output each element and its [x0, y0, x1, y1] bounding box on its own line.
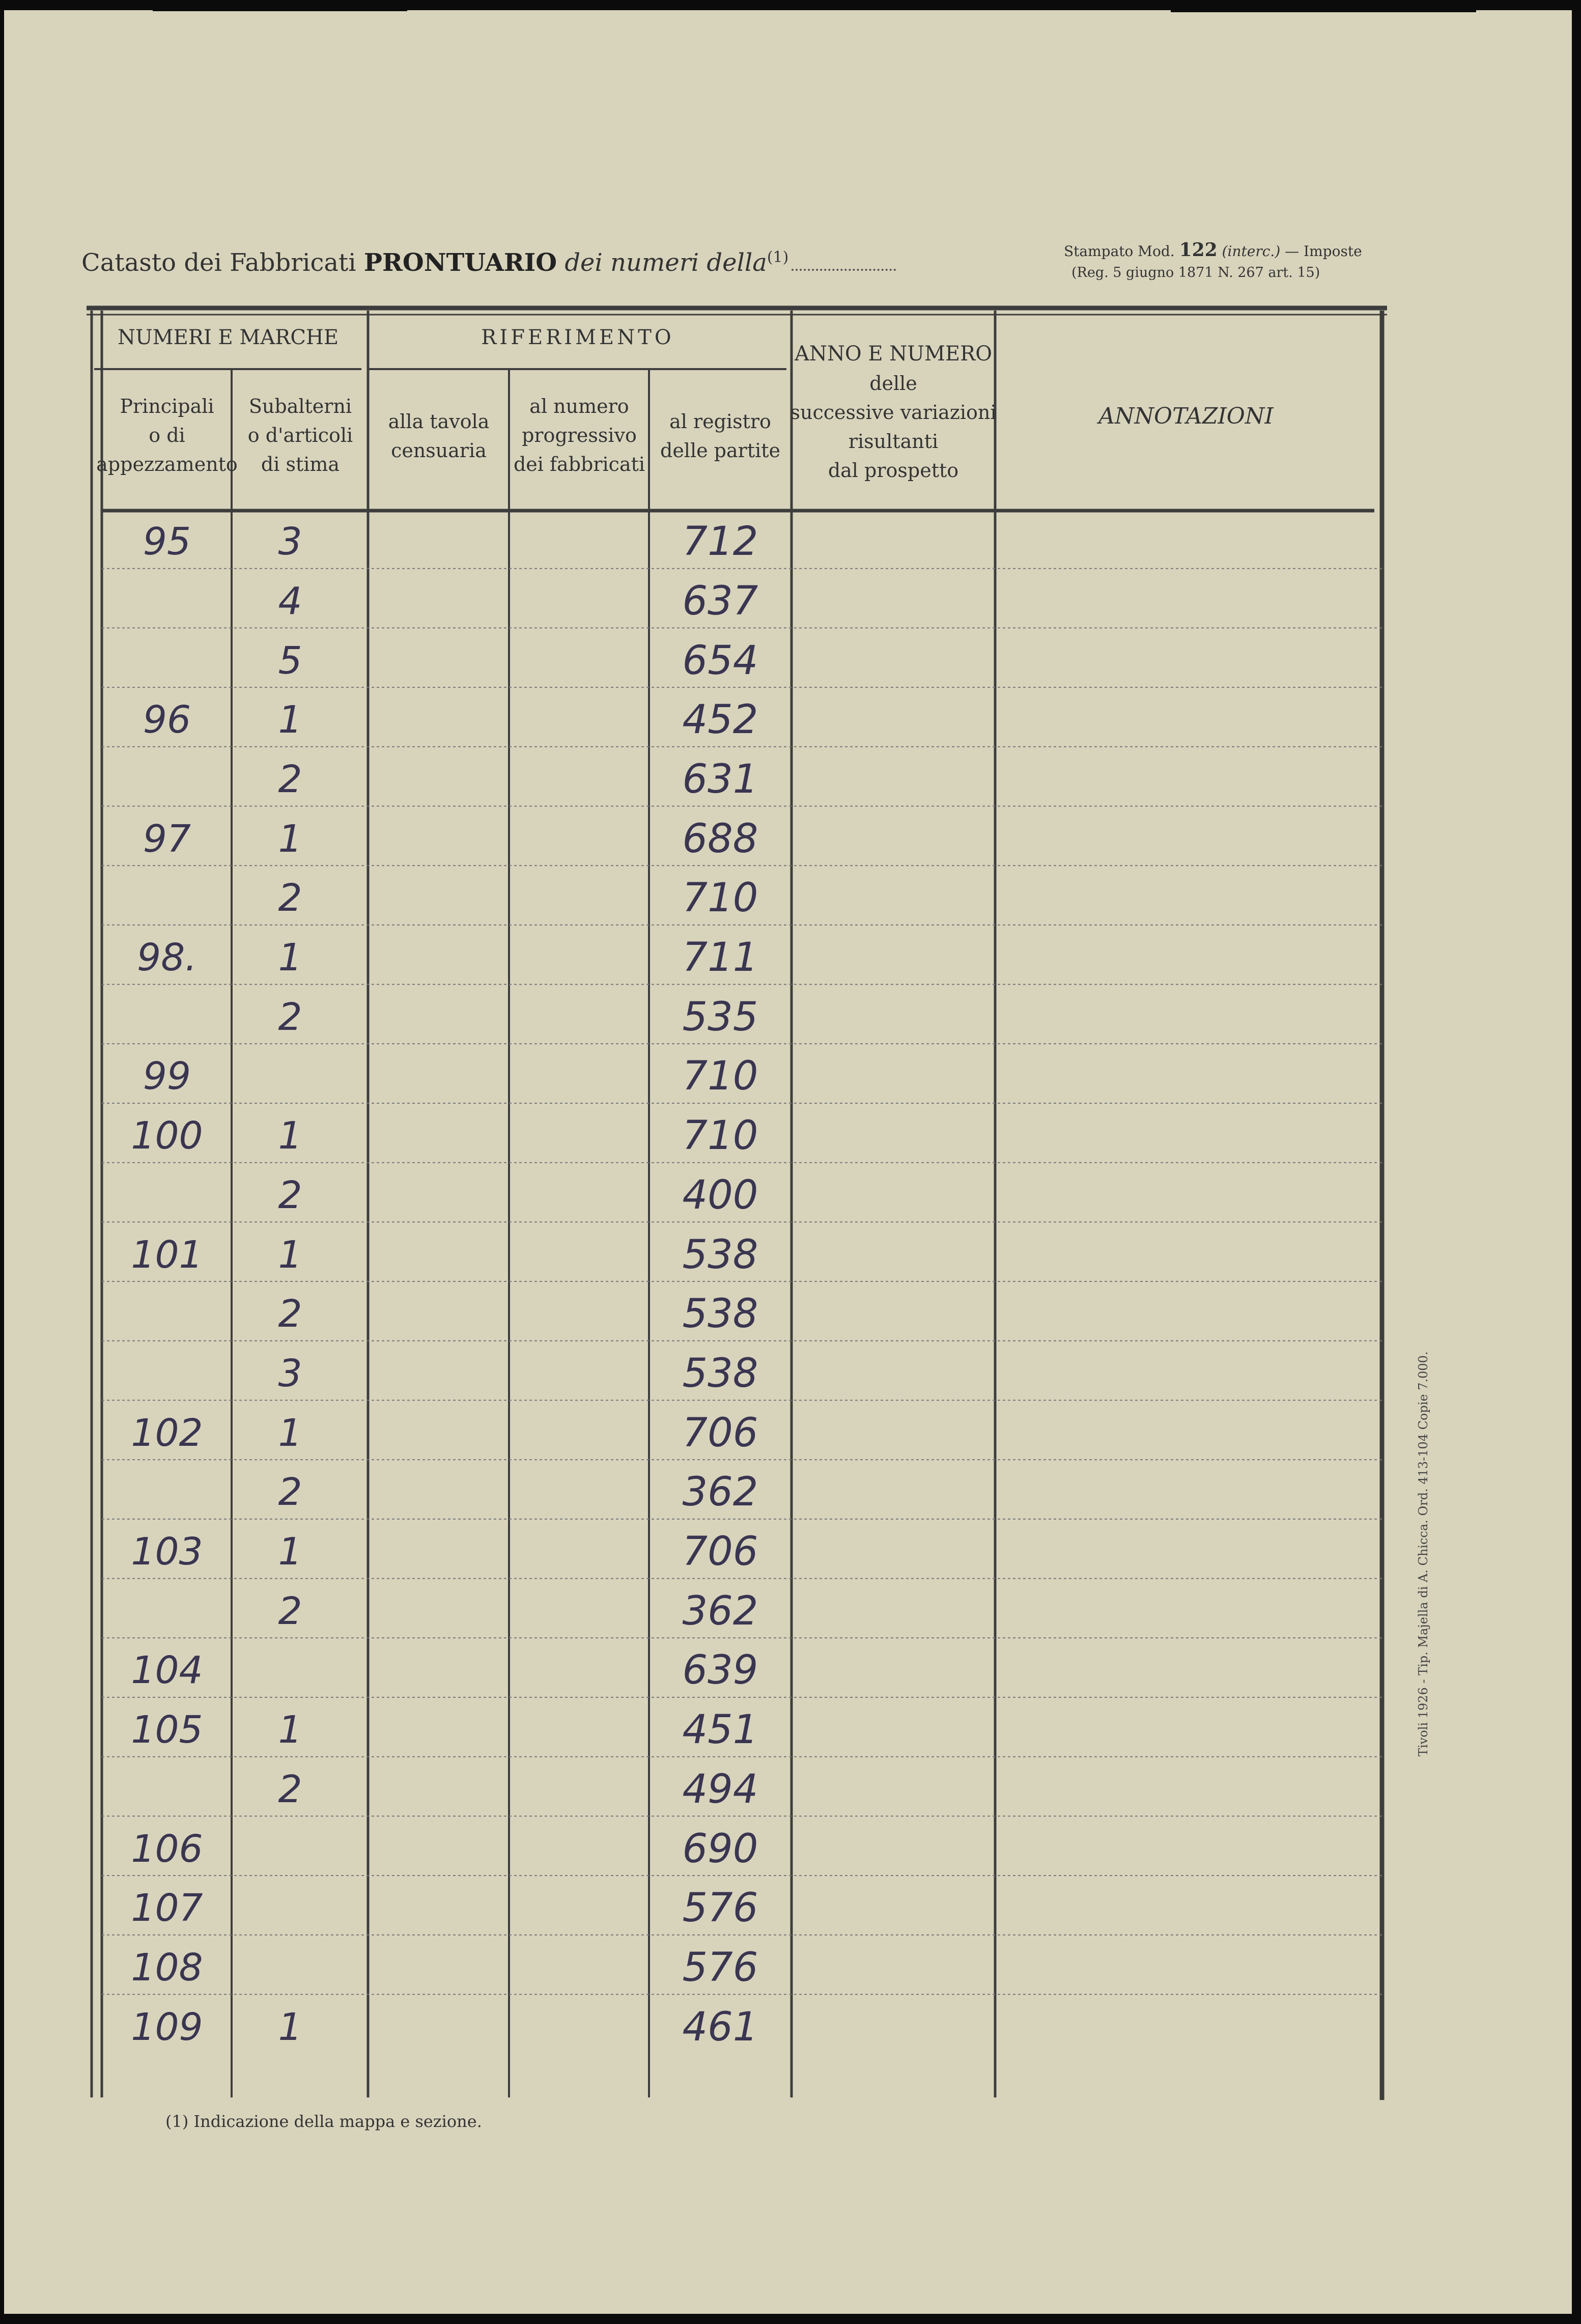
cell-subalterno: 1	[278, 1233, 302, 1277]
regulation-ref: (Reg. 5 giugno 1871 N. 267 art. 15)	[1071, 265, 1320, 281]
stamp-prefix: Stampato Mod.	[1064, 243, 1175, 260]
cell-registro: 710	[682, 875, 758, 921]
title-prefix: Catasto dei Fabbricati	[81, 248, 356, 277]
header-anno-numero: ANNO E NUMERO delle successive variazioni risultanti dal prospetto	[790, 342, 997, 482]
cell-subalterno: 1	[278, 1411, 302, 1455]
cell-principale: 103	[131, 1530, 203, 1574]
cell-registro: 631	[682, 756, 758, 802]
cell-registro: 690	[682, 1826, 758, 1872]
cell-principale: 109	[131, 2005, 203, 2049]
cell-subalterno: 2	[278, 1767, 302, 1811]
stamp-suffix: — Imposte	[1285, 243, 1362, 260]
cell-subalterno: 1	[278, 2005, 302, 2049]
cell-subalterno: 5	[278, 638, 302, 683]
header-principali: Principali o di appezzamento	[96, 395, 238, 475]
cell-subalterno: 3	[278, 520, 302, 564]
cell-registro: 362	[682, 1588, 758, 1634]
cell-subalterno: 1	[278, 936, 302, 980]
cell-principale: 101	[131, 1233, 203, 1277]
cell-principale: 105	[131, 1708, 203, 1752]
cell-subalterno: 2	[278, 757, 302, 801]
cell-principale: 100	[131, 1114, 203, 1158]
cell-registro: 710	[682, 1053, 758, 1100]
cell-subalterno: 2	[278, 876, 302, 920]
title-footnote-ref: (1)	[767, 248, 789, 266]
footnote: (1) Indicazione della mappa e sezione.	[165, 2112, 482, 2131]
cell-registro: 706	[682, 1410, 758, 1456]
cell-principale: 102	[131, 1411, 203, 1455]
printer-note: Tivoli 1926 - Tip. Majella di A. Chicca. Ord. 413-104 Copie 7.000.	[1416, 1351, 1430, 1756]
stamp-italic: (interc.)	[1222, 243, 1281, 260]
cell-registro: 711	[682, 935, 758, 981]
header-annotazioni: ANNOTAZIONI	[1098, 403, 1274, 429]
cell-registro: 688	[682, 816, 758, 862]
cell-principale: 106	[131, 1827, 203, 1871]
header-numero-progressivo: al numero progressivo dei fabbricati	[513, 395, 645, 475]
title-main: PRONTUARIO	[363, 248, 557, 277]
cell-subalterno: 1	[278, 1114, 302, 1158]
cell-subalterno: 1	[278, 1530, 302, 1574]
header-subalterni: Subalterni o d'articoli di stima	[247, 395, 353, 475]
stamp-model: 122	[1179, 239, 1218, 261]
cell-subalterno: 1	[278, 698, 302, 742]
cell-principale: 97	[143, 817, 191, 861]
cell-registro: 538	[682, 1350, 758, 1396]
cell-subalterno: 3	[278, 1351, 302, 1395]
cell-principale: 108	[131, 1945, 203, 1990]
cell-subalterno: 2	[278, 1589, 302, 1633]
cell-registro: 637	[682, 578, 758, 624]
cell-registro: 362	[682, 1469, 758, 1516]
cell-registro: 706	[682, 1529, 758, 1575]
cell-registro: 710	[682, 1113, 758, 1159]
cell-registro: 639	[682, 1647, 758, 1694]
cell-principale: 107	[131, 1886, 203, 1930]
cell-registro: 452	[682, 697, 758, 743]
cell-registro: 451	[682, 1707, 758, 1753]
cell-subalterno: 2	[278, 1292, 302, 1336]
cell-principale: 95	[143, 520, 191, 564]
cell-principale: 99	[143, 1054, 191, 1099]
cell-registro: 576	[682, 1885, 758, 1931]
cell-subalterno: 1	[278, 1708, 302, 1752]
cell-subalterno: 2	[278, 995, 302, 1039]
cell-principale: 96	[143, 698, 191, 742]
cell-registro: 538	[682, 1291, 758, 1337]
cell-principale: 98.	[137, 936, 197, 980]
cell-registro: 576	[682, 1944, 758, 1991]
cell-registro: 712	[682, 519, 758, 565]
cell-registro: 535	[682, 994, 758, 1040]
cell-principale: 104	[131, 1648, 203, 1693]
cell-subalterno: 4	[278, 579, 302, 623]
title-italic: dei numeri della	[564, 248, 767, 277]
cell-subalterno: 1	[278, 817, 302, 861]
header-numeri-e-marche: NUMERI E MARCHE	[117, 326, 339, 349]
cell-registro: 461	[682, 2004, 758, 2050]
cell-subalterno: 2	[278, 1470, 302, 1515]
cell-registro: 494	[682, 1766, 758, 1812]
cell-subalterno: 2	[278, 1173, 302, 1217]
cell-registro: 538	[682, 1231, 758, 1278]
cell-registro: 654	[682, 637, 758, 684]
cell-registro: 400	[682, 1172, 758, 1218]
header-registro-partite: al registro delle partite	[660, 410, 781, 462]
header-tavola-censuaria: alla tavola censuaria	[388, 410, 490, 462]
header-riferimento: RIFERIMENTO	[481, 326, 674, 349]
